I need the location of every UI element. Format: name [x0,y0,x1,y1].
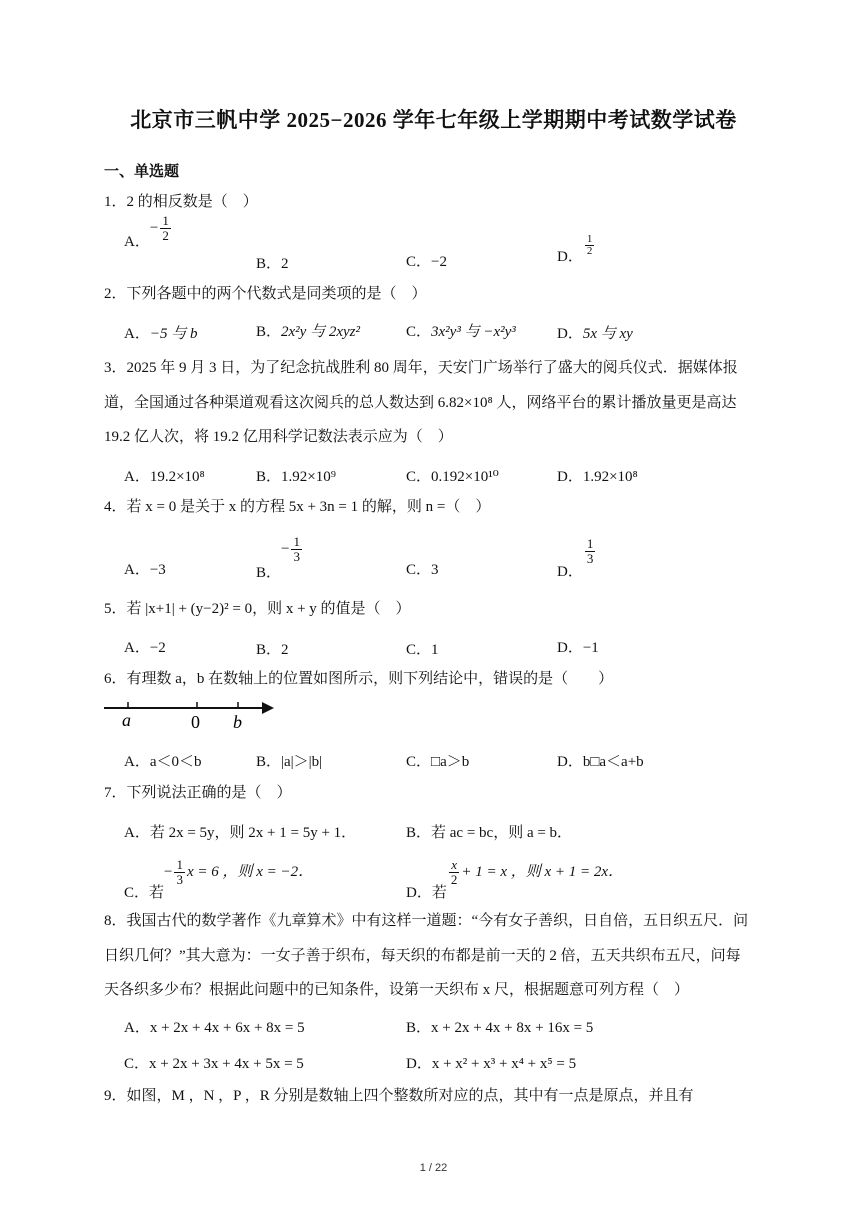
q6-option-a[interactable]: A．a＜0＜b [124,754,202,770]
number-line-arrow [262,702,274,714]
q8-option-c[interactable]: C．x + 2x + 3x + 4x + 5x = 5 [124,1056,304,1072]
q7-d-fraction: $\frac{x}{2}$ [450,857,458,887]
q7-c-fraction: $\frac{1}{3}$ [176,857,183,887]
q2-option-a[interactable]: A．−5 与 b [124,326,198,342]
question-7-stem: 7．下列说法正确的是（ ） [104,785,292,801]
q2-option-b[interactable]: B．2x²y 与 2xyz² [256,324,360,340]
question-6-stem: 6．有理数 a，b 在数轴上的位置如图所示，则下列结论中，错误的是（ ） [104,671,614,687]
q1-option-a[interactable]: A．− $\frac{1}{2}$ [124,213,169,250]
question-8-line-3: 天各织多少布？根据此问题中的已知条件，设第一天织布 x 尺，根据题意可列方程（ ） [104,982,690,998]
q8-option-a[interactable]: A．x + 2x + 4x + 6x + 8x = 5 [124,1020,305,1036]
q7-option-c[interactable]: C．若− $\frac{1}{3}$ x = 6 ，则 x = −2． [124,857,314,901]
q4-option-a[interactable]: A．−3 [124,562,166,578]
q5-option-a[interactable]: A．−2 [124,640,166,656]
q8-option-b[interactable]: B．x + 2x + 4x + 8x + 16x = 5 [406,1020,594,1036]
q5-option-d[interactable]: D．−1 [557,640,599,656]
q1-option-b[interactable]: B．2 [256,256,289,272]
number-line-figure [100,698,280,734]
q1-a-fraction: $\frac{1}{2}$ [162,213,169,243]
question-3-line-2: 道，全国通过各种渠道观看这次阅兵的总人数达到 6.82×10⁸ 人，网络平台的累计播放量更是高达 [104,395,737,411]
q2-option-c[interactable]: C．3x²y³ 与 −x²y³ [406,324,516,340]
q7-option-d[interactable]: D．若 $\frac{x}{2}$ + 1 = x ，则 x + 1 = 2x． [406,857,624,901]
q6-option-b[interactable]: B．|a|＞|b| [256,754,323,770]
question-1-stem: 1．2 的相反数是（ ） [104,194,258,210]
q3-option-b[interactable]: B．1.92×10⁹ [256,469,336,485]
q7-option-b[interactable]: B．若 ac = bc，则 a = b． [406,825,573,841]
page-number: 1 / 22 [419,1162,448,1174]
question-4-stem: 4．若 x = 0 是关于 x 的方程 5x + 3n = 1 的解，则 n =（ ） [104,499,491,515]
q3-option-c[interactable]: C．0.192×10¹⁰ [406,469,499,485]
q2-option-d[interactable]: D．5x 与 xy [557,326,633,342]
q4-b-fraction: $\frac{1}{3}$ [293,534,300,564]
q4-d-fraction: $\frac{1}{3}$ [586,536,594,566]
label-a: a [122,710,131,730]
q1-option-c[interactable]: C．−2 [406,254,447,270]
q5-option-b[interactable]: B．2 [256,642,289,658]
question-3-line-3: 19.2 亿人次，将 19.2 亿用科学记数法表示应为（ ） [104,429,453,445]
q6-option-d[interactable]: D．b□a＜a+b [557,754,644,770]
q5-option-c[interactable]: C．1 [406,642,439,658]
question-2-stem: 2．下列各题中的两个代数式是同类项的是（ ） [104,286,427,302]
question-8-line-1: 8．我国古代的数学著作《九章算术》中有这样一道题：“今有女子善织，日自倍，五日织五尺．问 [104,913,749,929]
q4-option-b[interactable]: B．− $\frac{1}{3}$ [256,534,300,581]
q3-option-d[interactable]: D．1.92×10⁸ [557,469,638,485]
page-title: 北京市三帆中学 2025−2026 学年七年级上学期期中考试数学试卷 [130,108,737,132]
q3-option-a[interactable]: A．19.2×10⁸ [124,469,205,485]
question-3-line-1: 3．2025 年 9 月 3 日，为了纪念抗战胜利 80 周年，天安门广场举行了盛大的阅兵仪式．据媒体报 [104,360,738,376]
q1-d-fraction: $\frac{1}{2}$ [586,233,593,258]
q7-option-a[interactable]: A．若 2x = 5y，则 2x + 1 = 5y + 1． [124,825,357,841]
question-5-stem: 5．若 |x+1| + (y−2)² = 0，则 x + y 的值是（ ） [104,601,411,617]
label-zero: 0 [191,712,200,732]
q1-option-d[interactable]: D． $\frac{1}{2}$ [557,233,593,265]
q6-option-c[interactable]: C．□a＞b [406,754,470,770]
section-heading: 一、单选题 [104,164,180,180]
question-8-line-2: 日织几何？”其大意为：一女子善于织布，每天织的布都是前一天的 2 倍，五天共织布五尺，问每 [104,948,741,964]
q4-option-c[interactable]: C．3 [406,562,439,578]
question-9-stem: 9．如图，M ，N ，P ，R 分别是数轴上四个整数所对应的点，其中有一点是原点，并且有 [104,1088,694,1104]
q4-option-d[interactable]: D． $\frac{1}{3}$ [557,536,594,580]
label-b: b [233,712,242,732]
q8-option-d[interactable]: D．x + x² + x³ + x⁴ + x⁵ = 5 [406,1056,577,1072]
q1-a-neg: − [149,219,159,236]
